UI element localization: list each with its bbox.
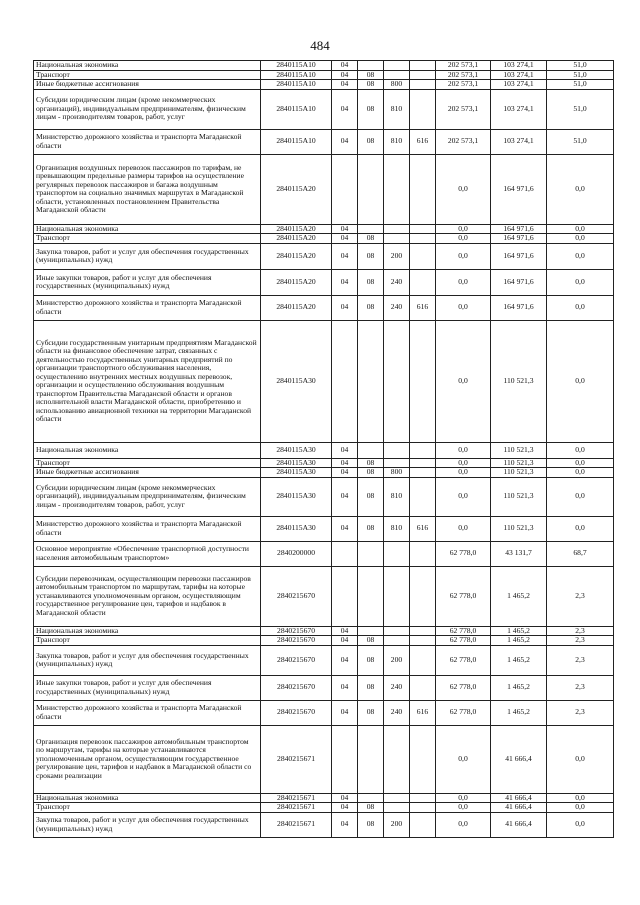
row-expense-type: 240 [384, 295, 410, 320]
row-executed: 110 521,3 [491, 320, 547, 442]
table-row [34, 320, 614, 442]
row-section: 04 [332, 458, 358, 468]
row-approved: 0,0 [436, 154, 491, 224]
row-code: 2840115А10 [261, 61, 332, 71]
row-name: Закупка товаров, работ и услуг для обеспечения государственных (муниципальных) нужд [34, 812, 261, 837]
table-row [34, 295, 614, 320]
row-expense-type: 810 [384, 516, 410, 541]
row-department [410, 224, 436, 234]
row-name: Транспорт [34, 803, 261, 813]
row-expense-type [384, 458, 410, 468]
row-percent: 0,0 [547, 224, 614, 234]
row-expense-type [384, 793, 410, 803]
table-row [34, 675, 614, 700]
row-executed: 110 521,3 [491, 442, 547, 458]
row-subsection: 08 [358, 477, 384, 516]
row-executed: 41 666,4 [491, 725, 547, 793]
row-percent: 2,3 [547, 566, 614, 626]
row-expense-type: 810 [384, 477, 410, 516]
row-section: 04 [332, 468, 358, 478]
row-subsection: 08 [358, 234, 384, 244]
row-executed: 110 521,3 [491, 516, 547, 541]
row-expense-type: 200 [384, 243, 410, 269]
table-row [34, 626, 614, 636]
row-executed: 164 971,6 [491, 243, 547, 269]
row-approved: 0,0 [436, 442, 491, 458]
row-expense-type [384, 626, 410, 636]
row-percent: 0,0 [547, 803, 614, 813]
table-row [34, 645, 614, 675]
row-department: 616 [410, 700, 436, 725]
row-expense-type: 240 [384, 675, 410, 700]
row-section [332, 320, 358, 442]
row-name: Иные закупки товаров, работ и услуг для обеспечения государственных (муниципальных) нужд [34, 269, 261, 295]
row-subsection: 08 [358, 675, 384, 700]
row-percent: 0,0 [547, 725, 614, 793]
row-department: 616 [410, 516, 436, 541]
table-row [34, 516, 614, 541]
row-section: 04 [332, 89, 358, 129]
row-approved: 62 778,0 [436, 700, 491, 725]
table-row [34, 224, 614, 234]
row-expense-type [384, 725, 410, 793]
row-name: Национальная экономика [34, 793, 261, 803]
row-section [332, 566, 358, 626]
table-row [34, 477, 614, 516]
row-expense-type [384, 70, 410, 80]
row-subsection: 08 [358, 269, 384, 295]
row-subsection [358, 725, 384, 793]
row-percent: 2,3 [547, 636, 614, 646]
row-department [410, 80, 436, 90]
row-name: Транспорт [34, 458, 261, 468]
row-subsection [358, 626, 384, 636]
row-percent: 2,3 [547, 700, 614, 725]
table-row [34, 70, 614, 80]
row-department [410, 626, 436, 636]
row-code: 2840115А30 [261, 442, 332, 458]
table-row [34, 458, 614, 468]
row-department [410, 458, 436, 468]
row-subsection: 08 [358, 812, 384, 837]
row-expense-type: 800 [384, 80, 410, 90]
row-subsection: 08 [358, 458, 384, 468]
row-subsection [358, 541, 384, 566]
row-subsection [358, 224, 384, 234]
row-percent: 0,0 [547, 812, 614, 837]
row-percent: 0,0 [547, 516, 614, 541]
budget-table [33, 60, 614, 838]
row-approved: 202 573,1 [436, 129, 491, 154]
row-approved: 0,0 [436, 320, 491, 442]
row-percent: 68,7 [547, 541, 614, 566]
row-expense-type [384, 636, 410, 646]
row-department [410, 234, 436, 244]
row-executed: 41 666,4 [491, 793, 547, 803]
row-department [410, 636, 436, 646]
row-approved: 62 778,0 [436, 541, 491, 566]
row-percent: 0,0 [547, 295, 614, 320]
table-row [34, 636, 614, 646]
row-executed: 1 465,2 [491, 626, 547, 636]
row-department [410, 566, 436, 626]
row-approved: 202 573,1 [436, 70, 491, 80]
table-row [34, 89, 614, 129]
row-percent: 0,0 [547, 458, 614, 468]
row-approved: 0,0 [436, 516, 491, 541]
row-expense-type: 800 [384, 468, 410, 478]
row-percent: 0,0 [547, 793, 614, 803]
row-percent: 0,0 [547, 442, 614, 458]
row-code: 2840215671 [261, 812, 332, 837]
row-executed: 103 274,1 [491, 61, 547, 71]
row-section: 04 [332, 675, 358, 700]
row-subsection: 08 [358, 636, 384, 646]
row-name: Субсидии юридическим лицам (кроме некоммерческих организаций), индивидуальным предпринимателям, физическим лицам - производителям товаров, работ, услуг [34, 89, 261, 129]
row-code: 2840215670 [261, 675, 332, 700]
row-section: 04 [332, 793, 358, 803]
row-department [410, 89, 436, 129]
table-row [34, 243, 614, 269]
row-code: 2840115А30 [261, 516, 332, 541]
row-code: 2840215670 [261, 636, 332, 646]
row-code: 2840215670 [261, 566, 332, 626]
row-executed: 1 465,2 [491, 675, 547, 700]
row-executed: 103 274,1 [491, 129, 547, 154]
row-expense-type [384, 541, 410, 566]
row-name: Транспорт [34, 234, 261, 244]
row-subsection [358, 154, 384, 224]
row-code: 2840215671 [261, 725, 332, 793]
row-executed: 43 131,7 [491, 541, 547, 566]
row-subsection [358, 793, 384, 803]
row-expense-type: 200 [384, 812, 410, 837]
row-department [410, 675, 436, 700]
row-percent: 51,0 [547, 70, 614, 80]
row-approved: 0,0 [436, 269, 491, 295]
row-executed: 110 521,3 [491, 468, 547, 478]
row-percent: 0,0 [547, 243, 614, 269]
row-executed: 41 666,4 [491, 812, 547, 837]
row-approved: 0,0 [436, 468, 491, 478]
row-percent: 51,0 [547, 89, 614, 129]
row-section: 04 [332, 516, 358, 541]
row-department [410, 812, 436, 837]
row-department: 616 [410, 129, 436, 154]
row-approved: 0,0 [436, 812, 491, 837]
table-row [34, 566, 614, 626]
table-row [34, 80, 614, 90]
row-executed: 164 971,6 [491, 269, 547, 295]
row-code: 2840115А30 [261, 468, 332, 478]
row-section [332, 725, 358, 793]
row-approved: 0,0 [436, 793, 491, 803]
row-name: Транспорт [34, 636, 261, 646]
table-row [34, 803, 614, 813]
row-expense-type [384, 803, 410, 813]
row-section [332, 541, 358, 566]
row-name: Национальная экономика [34, 61, 261, 71]
row-code: 2840115А30 [261, 320, 332, 442]
row-code: 2840215670 [261, 626, 332, 636]
row-percent: 0,0 [547, 154, 614, 224]
row-approved: 0,0 [436, 243, 491, 269]
row-code: 2840200000 [261, 541, 332, 566]
row-section: 04 [332, 626, 358, 636]
row-approved: 0,0 [436, 224, 491, 234]
row-approved: 0,0 [436, 234, 491, 244]
row-expense-type: 810 [384, 129, 410, 154]
row-expense-type [384, 224, 410, 234]
row-approved: 202 573,1 [436, 89, 491, 129]
row-approved: 202 573,1 [436, 61, 491, 71]
row-executed: 110 521,3 [491, 477, 547, 516]
row-name: Иные бюджетные ассигнования [34, 468, 261, 478]
row-approved: 0,0 [436, 295, 491, 320]
row-code: 2840215671 [261, 793, 332, 803]
row-executed: 103 274,1 [491, 70, 547, 80]
row-name: Министерство дорожного хозяйства и транспорта Магаданской области [34, 295, 261, 320]
row-percent: 51,0 [547, 80, 614, 90]
row-percent: 0,0 [547, 269, 614, 295]
row-section: 04 [332, 243, 358, 269]
row-department [410, 320, 436, 442]
row-section: 04 [332, 224, 358, 234]
row-department: 616 [410, 295, 436, 320]
row-executed: 41 666,4 [491, 803, 547, 813]
row-name: Национальная экономика [34, 442, 261, 458]
row-expense-type: 240 [384, 269, 410, 295]
row-code: 2840115А20 [261, 234, 332, 244]
row-approved: 62 778,0 [436, 566, 491, 626]
row-department [410, 803, 436, 813]
row-section: 04 [332, 477, 358, 516]
row-department [410, 61, 436, 71]
row-approved: 0,0 [436, 458, 491, 468]
row-percent: 51,0 [547, 129, 614, 154]
row-name: Закупка товаров, работ и услуг для обеспечения государственных (муниципальных) нужд [34, 645, 261, 675]
row-approved: 0,0 [436, 725, 491, 793]
row-department [410, 645, 436, 675]
row-approved: 62 778,0 [436, 675, 491, 700]
row-department [410, 70, 436, 80]
row-subsection: 08 [358, 700, 384, 725]
row-executed: 110 521,3 [491, 458, 547, 468]
row-code: 2840115А10 [261, 80, 332, 90]
row-section: 04 [332, 61, 358, 71]
row-code: 2840215670 [261, 700, 332, 725]
row-expense-type [384, 234, 410, 244]
row-section: 04 [332, 234, 358, 244]
row-expense-type: 240 [384, 700, 410, 725]
row-code: 2840115А10 [261, 70, 332, 80]
row-section: 04 [332, 80, 358, 90]
row-subsection: 08 [358, 243, 384, 269]
row-name: Транспорт [34, 70, 261, 80]
row-subsection: 08 [358, 89, 384, 129]
row-executed: 164 971,6 [491, 224, 547, 234]
table-row [34, 442, 614, 458]
row-department [410, 468, 436, 478]
row-code: 2840115А20 [261, 224, 332, 234]
row-executed: 1 465,2 [491, 645, 547, 675]
row-expense-type: 810 [384, 89, 410, 129]
row-percent: 2,3 [547, 675, 614, 700]
row-name: Субсидии государственным унитарным предприятиям Магаданской области на финансовое обеспечение затрат, связанных с деятельностью государственных унитарных предприятий по организации транспортного обслуживания населения, осуществлению внутренних местных воздушных перевозок, организации и осуществлению обслуживания воздушным транспортом Правительства Магаданской области и органов исполнительной власти Магаданской области, приобретению и использованию авиационной техники на территории Магаданской области [34, 320, 261, 442]
row-expense-type [384, 442, 410, 458]
row-expense-type [384, 61, 410, 71]
row-subsection: 08 [358, 70, 384, 80]
row-subsection: 08 [358, 516, 384, 541]
row-expense-type [384, 566, 410, 626]
row-department [410, 154, 436, 224]
row-name: Министерство дорожного хозяйства и транспорта Магаданской области [34, 700, 261, 725]
row-subsection [358, 61, 384, 71]
row-subsection [358, 566, 384, 626]
row-executed: 164 971,6 [491, 154, 547, 224]
row-department [410, 725, 436, 793]
row-expense-type: 200 [384, 645, 410, 675]
row-code: 2840115А30 [261, 477, 332, 516]
row-section: 04 [332, 645, 358, 675]
row-section: 04 [332, 129, 358, 154]
row-expense-type [384, 320, 410, 442]
row-subsection: 08 [358, 129, 384, 154]
table-row [34, 269, 614, 295]
row-code: 2840115А10 [261, 129, 332, 154]
row-name: Министерство дорожного хозяйства и транспорта Магаданской области [34, 129, 261, 154]
row-executed: 1 465,2 [491, 566, 547, 626]
row-name: Субсидии юридическим лицам (кроме некоммерческих организаций), индивидуальным предпринимателям, физическим лицам - производителям товаров, работ, услуг [34, 477, 261, 516]
row-code: 2840115А20 [261, 295, 332, 320]
row-executed: 103 274,1 [491, 80, 547, 90]
row-code: 2840215670 [261, 645, 332, 675]
row-name: Иные бюджетные ассигнования [34, 80, 261, 90]
row-section [332, 154, 358, 224]
row-code: 2840115А10 [261, 89, 332, 129]
table-row [34, 468, 614, 478]
row-section: 04 [332, 812, 358, 837]
row-name: Организация воздушных перевозок пассажиров по тарифам, не превышающим предельные размеры тарифов на осуществление регулярных перевозок пассажиров и багажа воздушным транспортом на социально значимых маршрутах в Магаданской области, установленных постановлением Правительства Магаданской области [34, 154, 261, 224]
row-percent: 2,3 [547, 626, 614, 636]
row-percent: 0,0 [547, 477, 614, 516]
row-executed: 103 274,1 [491, 89, 547, 129]
row-section: 04 [332, 636, 358, 646]
table-row [34, 129, 614, 154]
row-code: 2840115А20 [261, 269, 332, 295]
row-department [410, 477, 436, 516]
row-name: Иные закупки товаров, работ и услуг для обеспечения государственных (муниципальных) нужд [34, 675, 261, 700]
row-name: Национальная экономика [34, 626, 261, 636]
row-section: 04 [332, 700, 358, 725]
row-subsection [358, 442, 384, 458]
row-name: Субсидии перевозчикам, осуществляющим перевозки пассажиров автомобильным транспортом по маршрутам, тарифы на которые устанавливаются уполномоченным органом, осуществляющим государственное регулирование цен, тарифов и надбавок в Магаданской области [34, 566, 261, 626]
row-name: Национальная экономика [34, 224, 261, 234]
table-row [34, 541, 614, 566]
table-row [34, 700, 614, 725]
row-subsection [358, 320, 384, 442]
row-section: 04 [332, 803, 358, 813]
table-row [34, 154, 614, 224]
row-percent: 0,0 [547, 468, 614, 478]
row-percent: 51,0 [547, 61, 614, 71]
table-row [34, 725, 614, 793]
row-section: 04 [332, 442, 358, 458]
row-approved: 62 778,0 [436, 636, 491, 646]
table-row [34, 234, 614, 244]
row-code: 2840115А20 [261, 154, 332, 224]
table-row [34, 61, 614, 71]
row-subsection: 08 [358, 803, 384, 813]
row-executed: 164 971,6 [491, 234, 547, 244]
row-section: 04 [332, 269, 358, 295]
row-section: 04 [332, 295, 358, 320]
row-code: 2840115А20 [261, 243, 332, 269]
row-expense-type [384, 154, 410, 224]
row-percent: 0,0 [547, 320, 614, 442]
table-row [34, 793, 614, 803]
table-body [34, 61, 614, 838]
row-code: 2840215671 [261, 803, 332, 813]
row-approved: 62 778,0 [436, 626, 491, 636]
page-number: 484 [310, 38, 330, 53]
row-approved: 0,0 [436, 477, 491, 516]
row-approved: 62 778,0 [436, 645, 491, 675]
table-row [34, 812, 614, 837]
row-executed: 1 465,2 [491, 700, 547, 725]
row-subsection: 08 [358, 80, 384, 90]
row-approved: 0,0 [436, 803, 491, 813]
row-executed: 164 971,6 [491, 295, 547, 320]
row-percent: 0,0 [547, 234, 614, 244]
row-department [410, 793, 436, 803]
row-subsection: 08 [358, 295, 384, 320]
row-name: Министерство дорожного хозяйства и транспорта Магаданской области [34, 516, 261, 541]
row-executed: 1 465,2 [491, 636, 547, 646]
row-percent: 2,3 [547, 645, 614, 675]
row-approved: 202 573,1 [436, 80, 491, 90]
row-code: 2840115А30 [261, 458, 332, 468]
row-department [410, 269, 436, 295]
row-name: Закупка товаров, работ и услуг для обеспечения государственных (муниципальных) нужд [34, 243, 261, 269]
row-department [410, 442, 436, 458]
row-section: 04 [332, 70, 358, 80]
row-department [410, 243, 436, 269]
row-name: Организация перевозок пассажиров автомобильным транспортом по маршрутам, тарифы на которые устанавливаются уполномоченным органом, осуществляющим государственное регулирование цен, тарифов и надбавок в Магаданской области со сроками реализации [34, 725, 261, 793]
row-subsection: 08 [358, 468, 384, 478]
row-subsection: 08 [358, 645, 384, 675]
row-department [410, 541, 436, 566]
row-name: Основное мероприятие «Обеспечение транспортной доступности населения автомобильным транспортом» [34, 541, 261, 566]
